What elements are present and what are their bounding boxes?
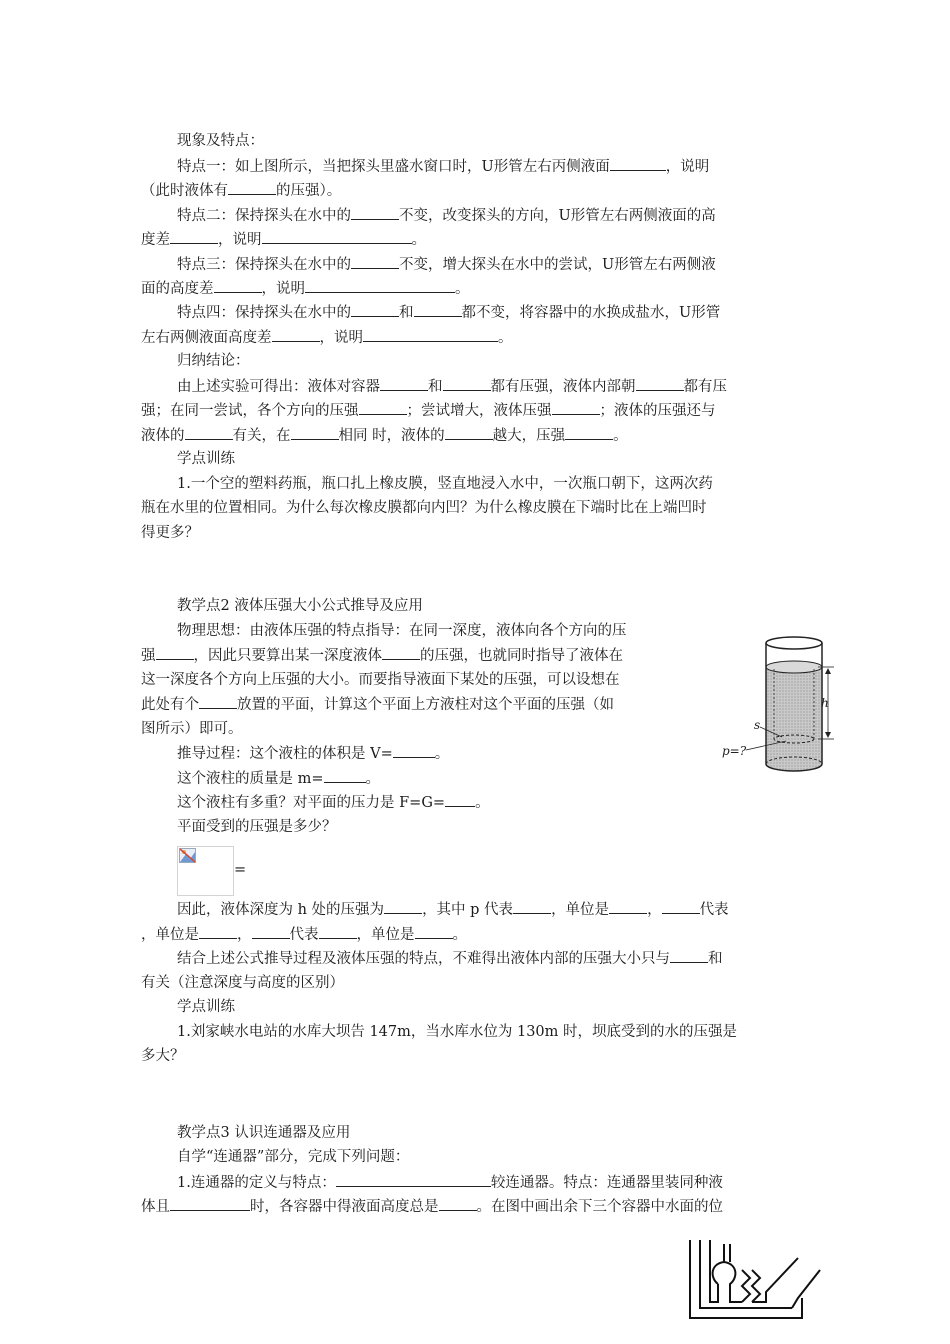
derivation-line-2: 这个液柱的质量是 m= 。 <box>177 768 380 788</box>
feature-4-line-1: 特点四：保持探头在水中的 和 都不变，将容器中的水换成盐水，U形管 <box>177 302 720 322</box>
question-line-2: 瓶在水里的位置相同。为什么每次橡皮膜都向内凹？为什么橡皮膜在下端时比在上端凹时 <box>141 500 707 516</box>
blank <box>359 400 407 415</box>
therefore-line-4: 有关（注意深度与高度的区别） <box>141 975 344 991</box>
figure-label-p: p=? <box>722 744 747 758</box>
feature-1-line-2: （此时液体有 的压强）。 <box>141 180 341 200</box>
blank <box>305 278 455 293</box>
feature-2-line-2: 度差 ，说明 。 <box>141 229 426 249</box>
blank <box>351 254 399 269</box>
blank <box>439 1196 477 1211</box>
self-study-line: 自学“连通器”部分，完成下列问题： <box>177 1149 410 1165</box>
blank <box>552 400 600 415</box>
question-line-1: 1.一个空的塑料药瓶，瓶口扎上橡皮膜，竖直地浸入水中，一次瓶口朝下，这两次药 <box>177 476 713 492</box>
blank <box>351 205 399 220</box>
blank <box>670 948 708 963</box>
conclusion-heading: 归纳结论： <box>177 353 250 369</box>
therefore-line-3: 结合上述公式推导过程及液体压强的特点，不难得出液体内部的压强大小只与 和 <box>177 948 723 968</box>
blank <box>185 425 233 440</box>
definition-line-1: 1.连通器的定义与特点： 较连通器。特点：连通器里装同种液 <box>177 1172 723 1192</box>
derivation-line-4: 平面受到的压强是多少？ <box>177 819 337 835</box>
training-heading-2: 学点训练 <box>177 999 235 1015</box>
physics-line-1: 物理思想：由液体压强的特点指导：在同一深度，液体向各个方向的压 <box>177 623 627 639</box>
definition-line-2: 体且 时，各容器中得液面高度总是 。在图中画出余下三个容器中水面的位 <box>141 1196 723 1216</box>
blank <box>272 327 320 342</box>
connected-vessel-figure <box>680 1232 830 1328</box>
section-3-heading: 教学点3 认识连通器及应用 <box>177 1125 351 1141</box>
therefore-line-1: 因此，液体深度为 h 处的压强为 ，其中 p 代表 ，单位是 ， 代表 <box>177 899 729 919</box>
blank <box>636 376 684 391</box>
blank <box>565 425 613 440</box>
section-heading: 现象及特点： <box>177 133 264 149</box>
physics-line-5: 图所示）即可。 <box>141 721 243 737</box>
blank <box>351 302 399 317</box>
derivation-line-3: 这个液柱有多重？对平面的压力是 F=G= 。 <box>177 792 490 812</box>
blank <box>363 327 498 342</box>
blank <box>252 924 290 939</box>
blank <box>214 278 262 293</box>
blank <box>384 899 422 914</box>
blank <box>662 899 700 914</box>
conclusion-line-2: 强；在同一尝试，各个方向的压强 ；尝试增大，液体压强 ；液体的压强还与 <box>141 400 716 420</box>
physics-line-4: 此处有个 放置的平面，计算这个平面上方液柱对这个平面的压强（如 <box>141 694 614 714</box>
blank <box>610 156 666 171</box>
physics-line-3: 这一深度各个方向上压强的大小。而要指导液面下某处的压强，可以设想在 <box>141 672 620 688</box>
therefore-line-2: ，单位是 ， 代表 ，单位是 。 <box>141 924 467 944</box>
blank <box>393 743 435 758</box>
physics-line-2: 强 ，因此只要算出某一深度液体 的压强，也就同时指导了液体在 <box>141 645 623 665</box>
blank <box>336 1172 491 1187</box>
blank <box>445 425 493 440</box>
question-line-3: 得更多？ <box>141 525 199 541</box>
conclusion-line-3: 液体的 有关，在 相同 时，液体的 越大，压强 。 <box>141 425 628 445</box>
blank <box>513 899 551 914</box>
feature-3-line-2: 面的高度差 ，说明 。 <box>141 278 470 298</box>
figure-label-h: h <box>821 696 829 710</box>
blank <box>415 924 453 939</box>
blank <box>414 302 462 317</box>
derivation-line-1: 推导过程：这个液柱的体积是 V= 。 <box>177 743 449 763</box>
feature-4-line-2: 左右两侧液面高度差 ，说明 。 <box>141 327 513 347</box>
blank <box>170 1196 250 1211</box>
blank <box>382 645 420 660</box>
blank <box>291 425 339 440</box>
blank <box>262 229 412 244</box>
section-2-heading: 教学点2 液体压强大小公式推导及应用 <box>177 598 423 614</box>
liquid-column-figure <box>716 633 840 783</box>
blank <box>199 924 237 939</box>
equals-sign: = <box>234 862 247 878</box>
blank <box>156 645 194 660</box>
blank <box>443 376 491 391</box>
blank <box>319 924 357 939</box>
training-heading: 学点训练 <box>177 451 235 467</box>
broken-image-icon <box>177 846 234 896</box>
blank <box>609 899 647 914</box>
figure-label-s: s <box>754 718 761 732</box>
conclusion-line-1: 由上述实验可得出：液体对容器 和 都有压强，液体内部朝 都有压 <box>177 376 727 396</box>
blank <box>199 694 237 709</box>
blank <box>228 180 276 195</box>
question-2-line-2: 多大？ <box>141 1048 185 1064</box>
blank <box>170 229 218 244</box>
blank <box>445 792 475 807</box>
feature-3-line-1: 特点三：保持探头在水中的 不变，增大探头在水中的尝试，U形管左右两侧液 <box>177 254 716 274</box>
blank <box>324 768 366 783</box>
question-2-line-1: 1.刘家峡水电站的水库大坝告 147m，当水库水位为 130m 时，坝底受到的水的压强是 <box>177 1024 738 1040</box>
feature-1-line-1: 特点一：如上图所示，当把探头里盛水窗口时，U形管左右丙侧液面 ，说明 <box>177 156 709 176</box>
feature-2-line-1: 特点二：保持探头在水中的 不变，改变探头的方向，U形管左右两侧液面的高 <box>177 205 716 225</box>
blank <box>380 376 428 391</box>
